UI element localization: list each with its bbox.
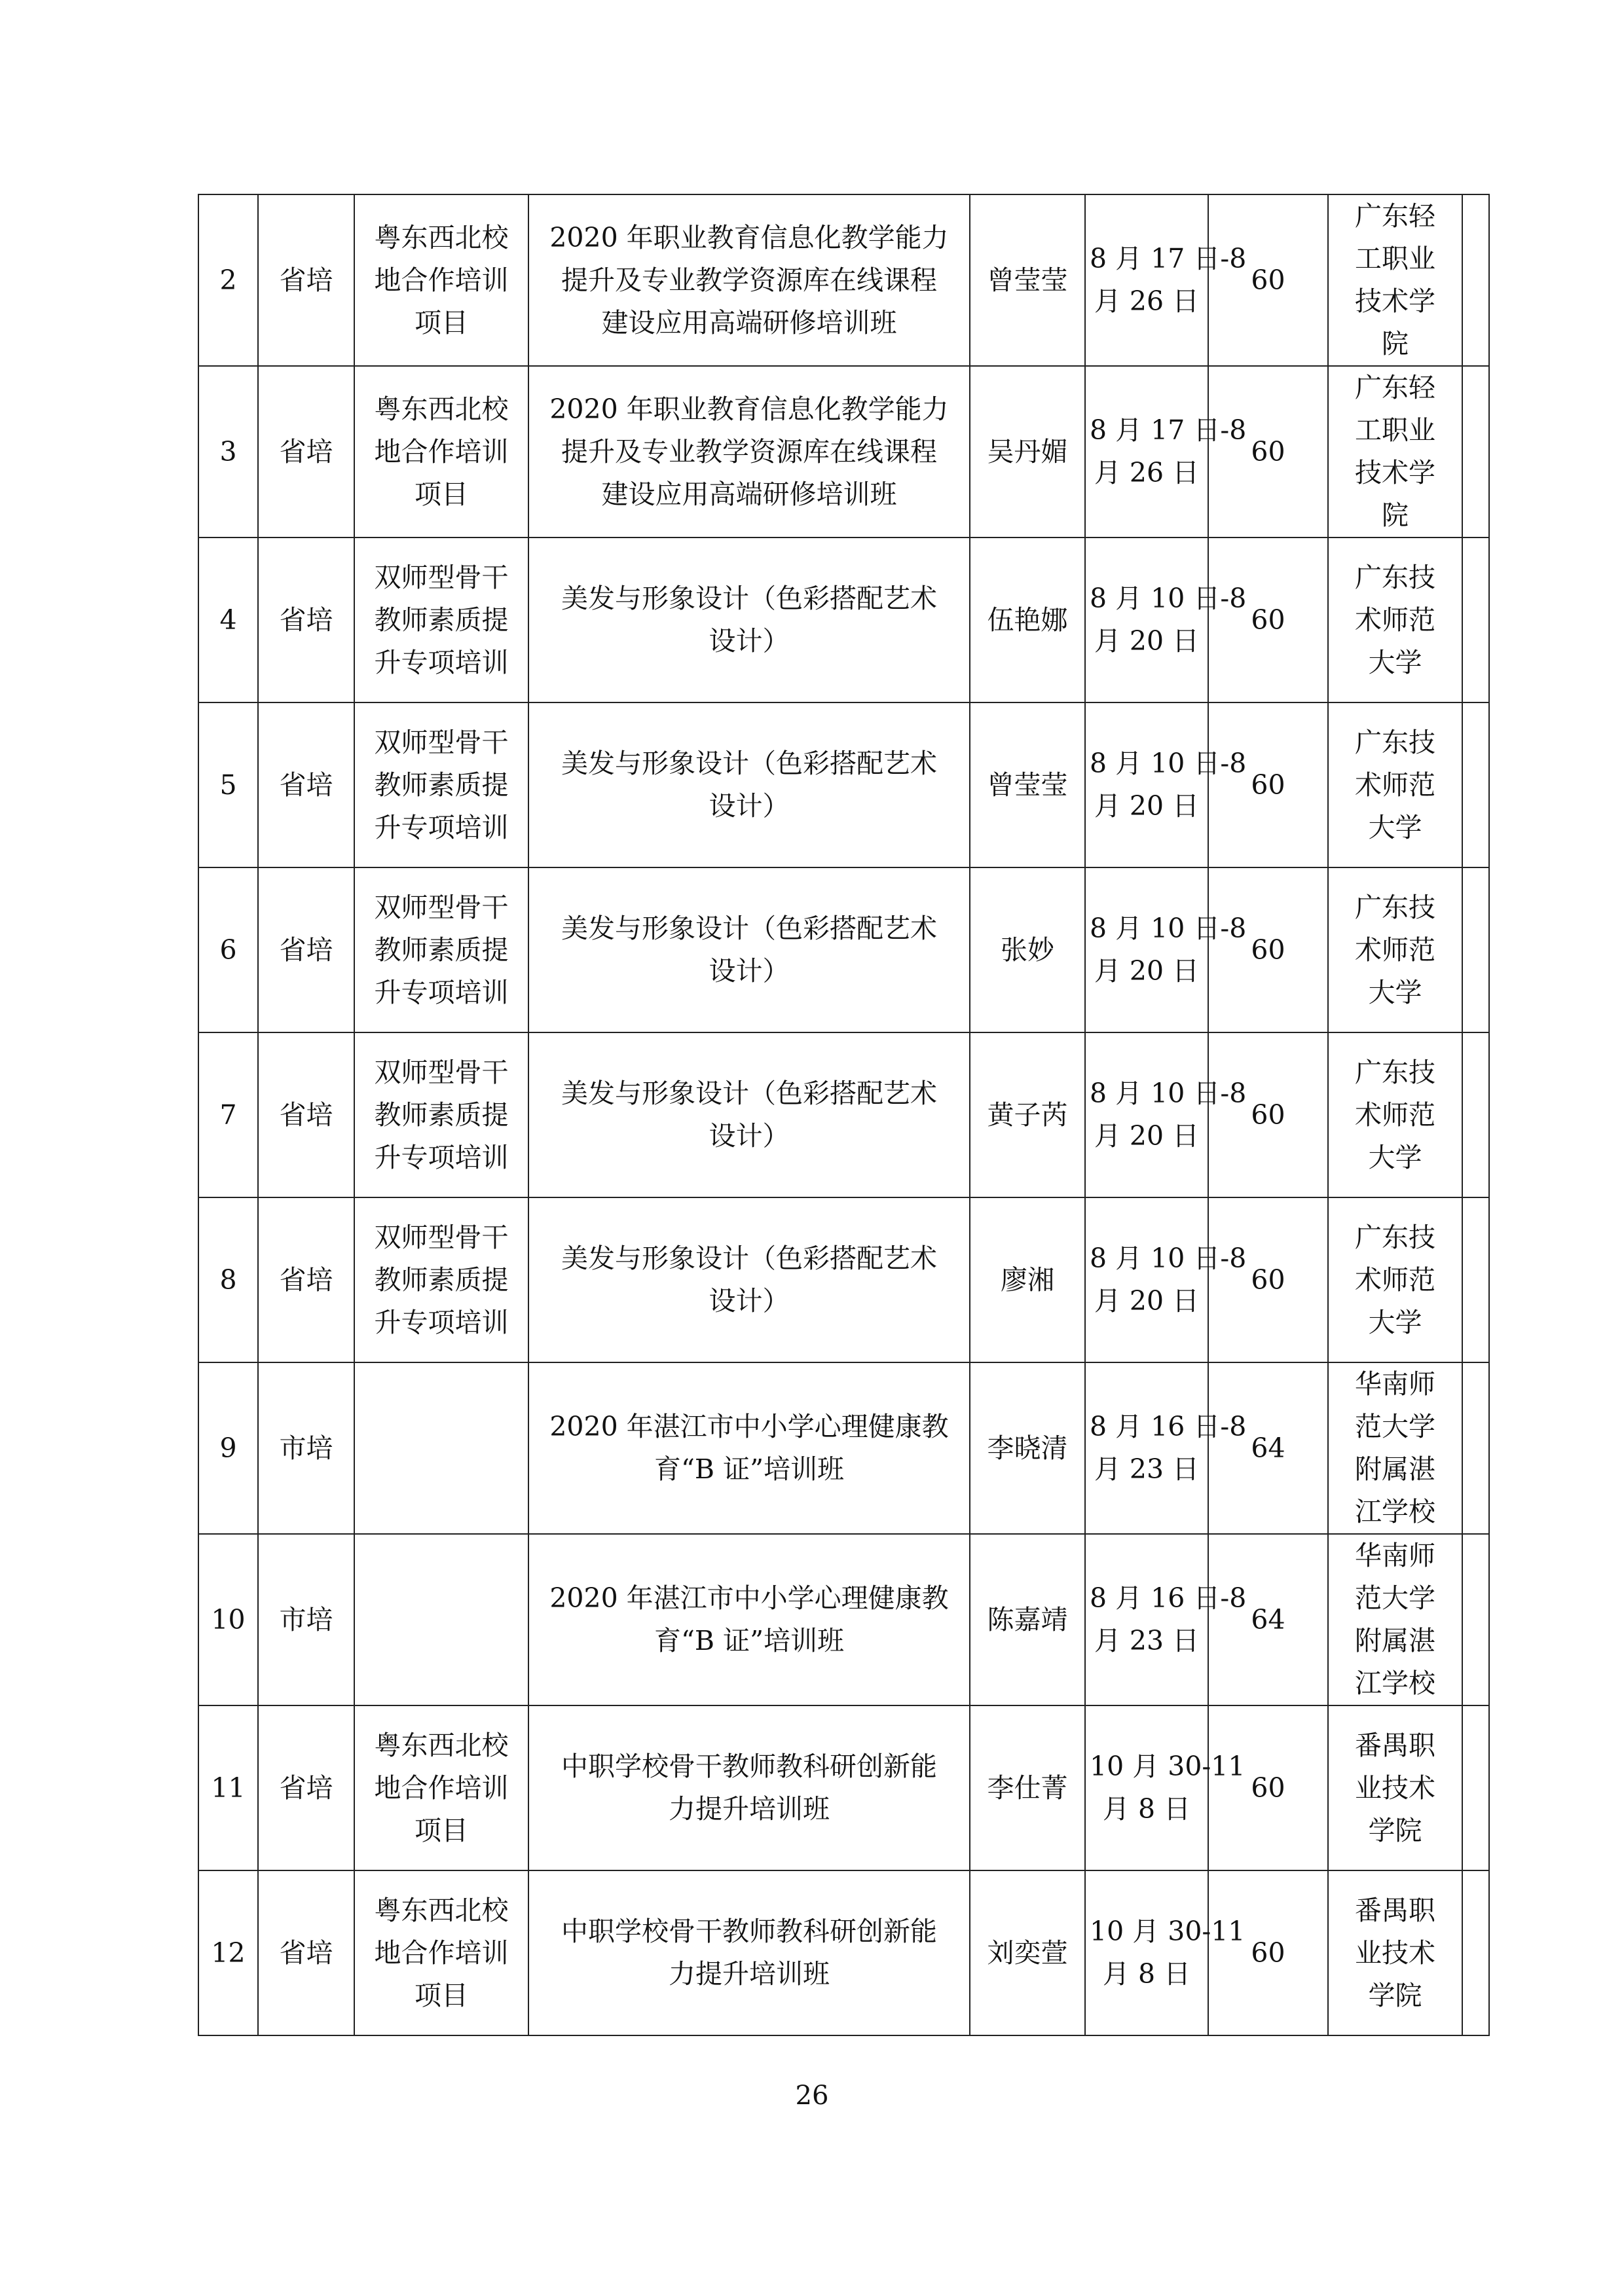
cell-line: 广东技 <box>1355 1221 1435 1253</box>
cell-line: 术师范 <box>1355 1264 1435 1296</box>
cell-line: 广东轻 <box>1355 200 1435 232</box>
table-row <box>198 1705 1489 1870</box>
cell-hours: 60 <box>1208 702 1328 867</box>
cell-blank <box>1462 1197 1489 1362</box>
cell-number: 12 <box>198 1870 258 2035</box>
page-number: 26 <box>795 2081 829 2111</box>
cell-number: 9 <box>198 1362 258 1534</box>
cell-line: 双师型骨干 <box>374 561 509 593</box>
cell-line: 月 20 日 <box>1094 1285 1200 1317</box>
cell-line: 大学 <box>1368 811 1422 843</box>
cell-training-level: 省培 <box>258 1032 354 1197</box>
cell-hours: 60 <box>1208 1197 1328 1362</box>
cell-line: 业技术 <box>1355 1772 1435 1804</box>
cell-date <box>1085 1197 1247 1362</box>
cell-blank <box>1462 702 1489 867</box>
cell-teacher-name: 曾莹莹 <box>970 702 1085 867</box>
cell-line: 8 月 16 日-8 <box>1090 1411 1247 1442</box>
cell-line: 双师型骨干 <box>374 1221 509 1253</box>
cell-line: 美发与形象设计（色彩搭配艺术 <box>561 583 937 614</box>
cell-line: 工职业 <box>1355 414 1435 446</box>
training-records-table <box>198 194 1490 2036</box>
cell-training-level: 市培 <box>258 1534 354 1705</box>
cell-hours: 64 <box>1208 1534 1328 1705</box>
cell-line: 地合作培训 <box>374 1772 509 1804</box>
cell-training-level: 省培 <box>258 1870 354 2035</box>
cell-line: 建设应用高端研修培训班 <box>601 478 897 510</box>
cell-project <box>354 1197 528 1362</box>
cell-date <box>1085 1362 1247 1534</box>
cell-line: 8 月 10 日-8 <box>1090 583 1247 614</box>
cell-line: 育“B 证”培训班 <box>654 1453 845 1485</box>
cell-blank <box>1462 538 1489 702</box>
cell-date <box>1085 1534 1247 1705</box>
cell-line: 教师素质提 <box>374 1264 509 1296</box>
cell-project <box>354 867 528 1032</box>
cell-course <box>528 1870 970 2035</box>
cell-hours: 60 <box>1208 1870 1328 2035</box>
cell-line: 粤东西北校 <box>374 1729 509 1761</box>
cell-blank <box>1462 1362 1489 1534</box>
table-row <box>198 1032 1489 1197</box>
cell-teacher-name: 陈嘉靖 <box>970 1534 1085 1705</box>
cell-line: 华南师 <box>1355 1368 1435 1400</box>
cell-line: 粤东西北校 <box>374 1894 509 1926</box>
cell-line: 华南师 <box>1355 1540 1435 1571</box>
cell-number: 5 <box>198 702 258 867</box>
cell-number: 3 <box>198 366 258 538</box>
cell-line: 附属湛 <box>1355 1453 1435 1485</box>
cell-organizer <box>1328 1534 1462 1705</box>
cell-blank <box>1462 1705 1489 1870</box>
cell-teacher-name: 李晓清 <box>970 1362 1085 1534</box>
cell-line: 学院 <box>1368 1979 1422 2011</box>
cell-date <box>1085 538 1247 702</box>
cell-line: 8 月 17 日-8 <box>1090 243 1247 274</box>
cell-course <box>528 702 970 867</box>
cell-line: 范大学 <box>1355 1411 1435 1442</box>
table-row <box>198 1534 1489 1705</box>
cell-number: 4 <box>198 538 258 702</box>
cell-blank <box>1462 867 1489 1032</box>
cell-line: 美发与形象设计（色彩搭配艺术 <box>561 1243 937 1274</box>
cell-organizer <box>1328 1197 1462 1362</box>
cell-line: 番禺职 <box>1355 1729 1435 1761</box>
table-row <box>198 702 1489 867</box>
cell-number: 7 <box>198 1032 258 1197</box>
cell-course <box>528 1534 970 1705</box>
cell-course <box>528 867 970 1032</box>
cell-organizer <box>1328 538 1462 702</box>
cell-training-level: 省培 <box>258 194 354 366</box>
table-row <box>198 1870 1489 2035</box>
cell-line: 8 月 17 日-8 <box>1090 414 1247 446</box>
cell-line: 升专项培训 <box>374 1141 509 1173</box>
cell-line: 8 月 10 日-8 <box>1090 913 1247 944</box>
cell-line: 大学 <box>1368 1306 1422 1338</box>
cell-line: 美发与形象设计（色彩搭配艺术 <box>561 748 937 779</box>
cell-line: 力提升培训班 <box>669 1958 830 1990</box>
cell-line: 8 月 10 日-8 <box>1090 748 1247 779</box>
cell-line: 2020 年湛江市中小学心理健康教 <box>549 1411 949 1442</box>
cell-blank <box>1462 1032 1489 1197</box>
cell-course <box>528 1362 970 1534</box>
cell-line: 技术学 <box>1355 457 1435 488</box>
cell-date <box>1085 867 1247 1032</box>
cell-date <box>1085 194 1247 366</box>
cell-line: 术师范 <box>1355 604 1435 636</box>
cell-line: 设计） <box>709 955 790 987</box>
cell-project <box>354 538 528 702</box>
cell-line: 美发与形象设计（色彩搭配艺术 <box>561 1078 937 1109</box>
cell-course <box>528 1032 970 1197</box>
cell-number: 10 <box>198 1534 258 1705</box>
cell-line: 设计） <box>709 625 790 657</box>
cell-hours: 60 <box>1208 194 1328 366</box>
cell-line: 粤东西北校 <box>374 393 509 425</box>
cell-blank <box>1462 194 1489 366</box>
cell-project <box>354 1362 528 1534</box>
cell-line: 月 8 日 <box>1102 1958 1191 1990</box>
cell-line: 院 <box>1382 500 1409 531</box>
cell-training-level: 省培 <box>258 867 354 1032</box>
cell-line: 业技术 <box>1355 1937 1435 1969</box>
cell-organizer <box>1328 194 1462 366</box>
cell-project <box>354 1534 528 1705</box>
cell-line: 月 8 日 <box>1102 1793 1191 1825</box>
cell-hours: 60 <box>1208 538 1328 702</box>
cell-organizer <box>1328 366 1462 538</box>
cell-teacher-name: 伍艳娜 <box>970 538 1085 702</box>
cell-teacher-name: 李仕菁 <box>970 1705 1085 1870</box>
cell-line: 中职学校骨干教师教科研创新能 <box>561 1916 937 1947</box>
table-row <box>198 538 1489 702</box>
cell-line: 升专项培训 <box>374 646 509 678</box>
cell-project <box>354 1870 528 2035</box>
cell-hours: 60 <box>1208 1705 1328 1870</box>
cell-course <box>528 194 970 366</box>
table-row <box>198 1362 1489 1534</box>
cell-line: 教师素质提 <box>374 604 509 636</box>
cell-line: 设计） <box>709 1285 790 1317</box>
cell-line: 升专项培训 <box>374 811 509 843</box>
cell-line: 力提升培训班 <box>669 1793 830 1825</box>
cell-organizer <box>1328 1870 1462 2035</box>
cell-line: 地合作培训 <box>374 435 509 467</box>
cell-line: 月 23 日 <box>1094 1453 1200 1485</box>
cell-line: 8 月 16 日-8 <box>1090 1582 1247 1614</box>
cell-organizer <box>1328 1362 1462 1534</box>
cell-line: 术师范 <box>1355 1099 1435 1131</box>
cell-line: 项目 <box>415 306 468 338</box>
cell-line: 2020 年职业教育信息化教学能力 <box>549 393 949 425</box>
cell-line: 江学校 <box>1355 1496 1435 1527</box>
cell-project <box>354 366 528 538</box>
cell-project <box>354 1032 528 1197</box>
cell-line: 广东轻 <box>1355 372 1435 403</box>
cell-date <box>1085 702 1247 867</box>
cell-line: 月 20 日 <box>1094 790 1200 822</box>
cell-line: 建设应用高端研修培训班 <box>601 306 897 338</box>
cell-organizer <box>1328 702 1462 867</box>
table-row <box>198 1197 1489 1362</box>
table-row <box>198 194 1489 366</box>
cell-date <box>1085 1032 1247 1197</box>
cell-number: 11 <box>198 1705 258 1870</box>
cell-line: 升专项培训 <box>374 1306 509 1338</box>
cell-line: 双师型骨干 <box>374 891 509 923</box>
cell-line: 设计） <box>709 790 790 822</box>
cell-line: 番禺职 <box>1355 1894 1435 1926</box>
cell-line: 大学 <box>1368 1141 1422 1173</box>
cell-line: 月 20 日 <box>1094 955 1200 987</box>
cell-organizer <box>1328 1705 1462 1870</box>
cell-course <box>528 366 970 538</box>
cell-course <box>528 1197 970 1362</box>
cell-hours: 60 <box>1208 867 1328 1032</box>
cell-number: 6 <box>198 867 258 1032</box>
cell-line: 大学 <box>1368 976 1422 1008</box>
cell-blank <box>1462 366 1489 538</box>
cell-line: 育“B 证”培训班 <box>654 1625 845 1656</box>
cell-line: 地合作培训 <box>374 1937 509 1969</box>
cell-line: 教师素质提 <box>374 769 509 801</box>
cell-teacher-name: 吴丹媚 <box>970 366 1085 538</box>
cell-line: 月 23 日 <box>1094 1625 1200 1656</box>
table-row <box>198 867 1489 1032</box>
cell-number: 2 <box>198 194 258 366</box>
cell-line: 双师型骨干 <box>374 1056 509 1088</box>
cell-line: 项目 <box>415 1814 468 1846</box>
cell-line: 8 月 10 日-8 <box>1090 1078 1247 1109</box>
cell-organizer <box>1328 867 1462 1032</box>
cell-line: 提升及专业教学资源库在线课程 <box>561 435 937 467</box>
cell-project <box>354 702 528 867</box>
cell-line: 术师范 <box>1355 934 1435 966</box>
cell-date <box>1085 366 1247 538</box>
cell-line: 范大学 <box>1355 1582 1435 1614</box>
cell-date <box>1085 1705 1246 1870</box>
cell-organizer <box>1328 1032 1462 1197</box>
cell-hours: 64 <box>1208 1362 1328 1534</box>
cell-line: 项目 <box>415 1979 468 2011</box>
cell-line: 中职学校骨干教师教科研创新能 <box>561 1751 937 1782</box>
cell-teacher-name: 曾莹莹 <box>970 194 1085 366</box>
cell-line: 月 26 日 <box>1094 457 1200 488</box>
cell-course <box>528 538 970 702</box>
cell-line: 学院 <box>1368 1814 1422 1846</box>
cell-line: 院 <box>1382 328 1409 359</box>
cell-line: 术师范 <box>1355 769 1435 801</box>
cell-training-level: 市培 <box>258 1362 354 1534</box>
cell-line: 粤东西北校 <box>374 221 509 253</box>
cell-line: 大学 <box>1368 646 1422 678</box>
cell-training-level: 省培 <box>258 366 354 538</box>
cell-line: 10 月 30-11 <box>1090 1751 1246 1782</box>
cell-teacher-name: 张妙 <box>970 867 1085 1032</box>
cell-project <box>354 194 528 366</box>
cell-line: 月 26 日 <box>1094 285 1200 317</box>
cell-teacher-name: 廖湘 <box>970 1197 1085 1362</box>
cell-blank <box>1462 1534 1489 1705</box>
cell-line: 地合作培训 <box>374 264 509 296</box>
cell-hours: 60 <box>1208 1032 1328 1197</box>
cell-line: 教师素质提 <box>374 934 509 966</box>
cell-line: 江学校 <box>1355 1667 1435 1699</box>
cell-line: 美发与形象设计（色彩搭配艺术 <box>561 913 937 944</box>
cell-project <box>354 1705 528 1870</box>
cell-line: 提升及专业教学资源库在线课程 <box>561 264 937 296</box>
cell-line: 广东技 <box>1355 1056 1435 1088</box>
cell-line: 教师素质提 <box>374 1099 509 1131</box>
cell-line: 附属湛 <box>1355 1625 1435 1656</box>
cell-line: 2020 年湛江市中小学心理健康教 <box>549 1582 949 1614</box>
cell-teacher-name: 黄子芮 <box>970 1032 1085 1197</box>
cell-line: 8 月 10 日-8 <box>1090 1243 1247 1274</box>
cell-line: 工职业 <box>1355 243 1435 274</box>
cell-teacher-name: 刘奕萱 <box>970 1870 1085 2035</box>
cell-line: 月 20 日 <box>1094 625 1200 657</box>
cell-line: 升专项培训 <box>374 976 509 1008</box>
cell-line: 项目 <box>415 478 468 510</box>
cell-training-level: 省培 <box>258 702 354 867</box>
cell-date <box>1085 1870 1246 2035</box>
cell-training-level: 省培 <box>258 1705 354 1870</box>
cell-line: 广东技 <box>1355 561 1435 593</box>
cell-number: 8 <box>198 1197 258 1362</box>
cell-course <box>528 1705 970 1870</box>
cell-line: 广东技 <box>1355 891 1435 923</box>
cell-line: 双师型骨干 <box>374 726 509 758</box>
cell-hours: 60 <box>1208 366 1328 538</box>
cell-training-level: 省培 <box>258 1197 354 1362</box>
cell-line: 技术学 <box>1355 285 1435 317</box>
cell-blank <box>1462 1870 1489 2035</box>
cell-line: 2020 年职业教育信息化教学能力 <box>549 221 949 253</box>
cell-training-level: 省培 <box>258 538 354 702</box>
cell-line: 广东技 <box>1355 726 1435 758</box>
table-row <box>198 366 1489 538</box>
cell-line: 月 20 日 <box>1094 1120 1200 1152</box>
cell-line: 10 月 30-11 <box>1090 1916 1246 1947</box>
cell-line: 设计） <box>709 1120 790 1152</box>
